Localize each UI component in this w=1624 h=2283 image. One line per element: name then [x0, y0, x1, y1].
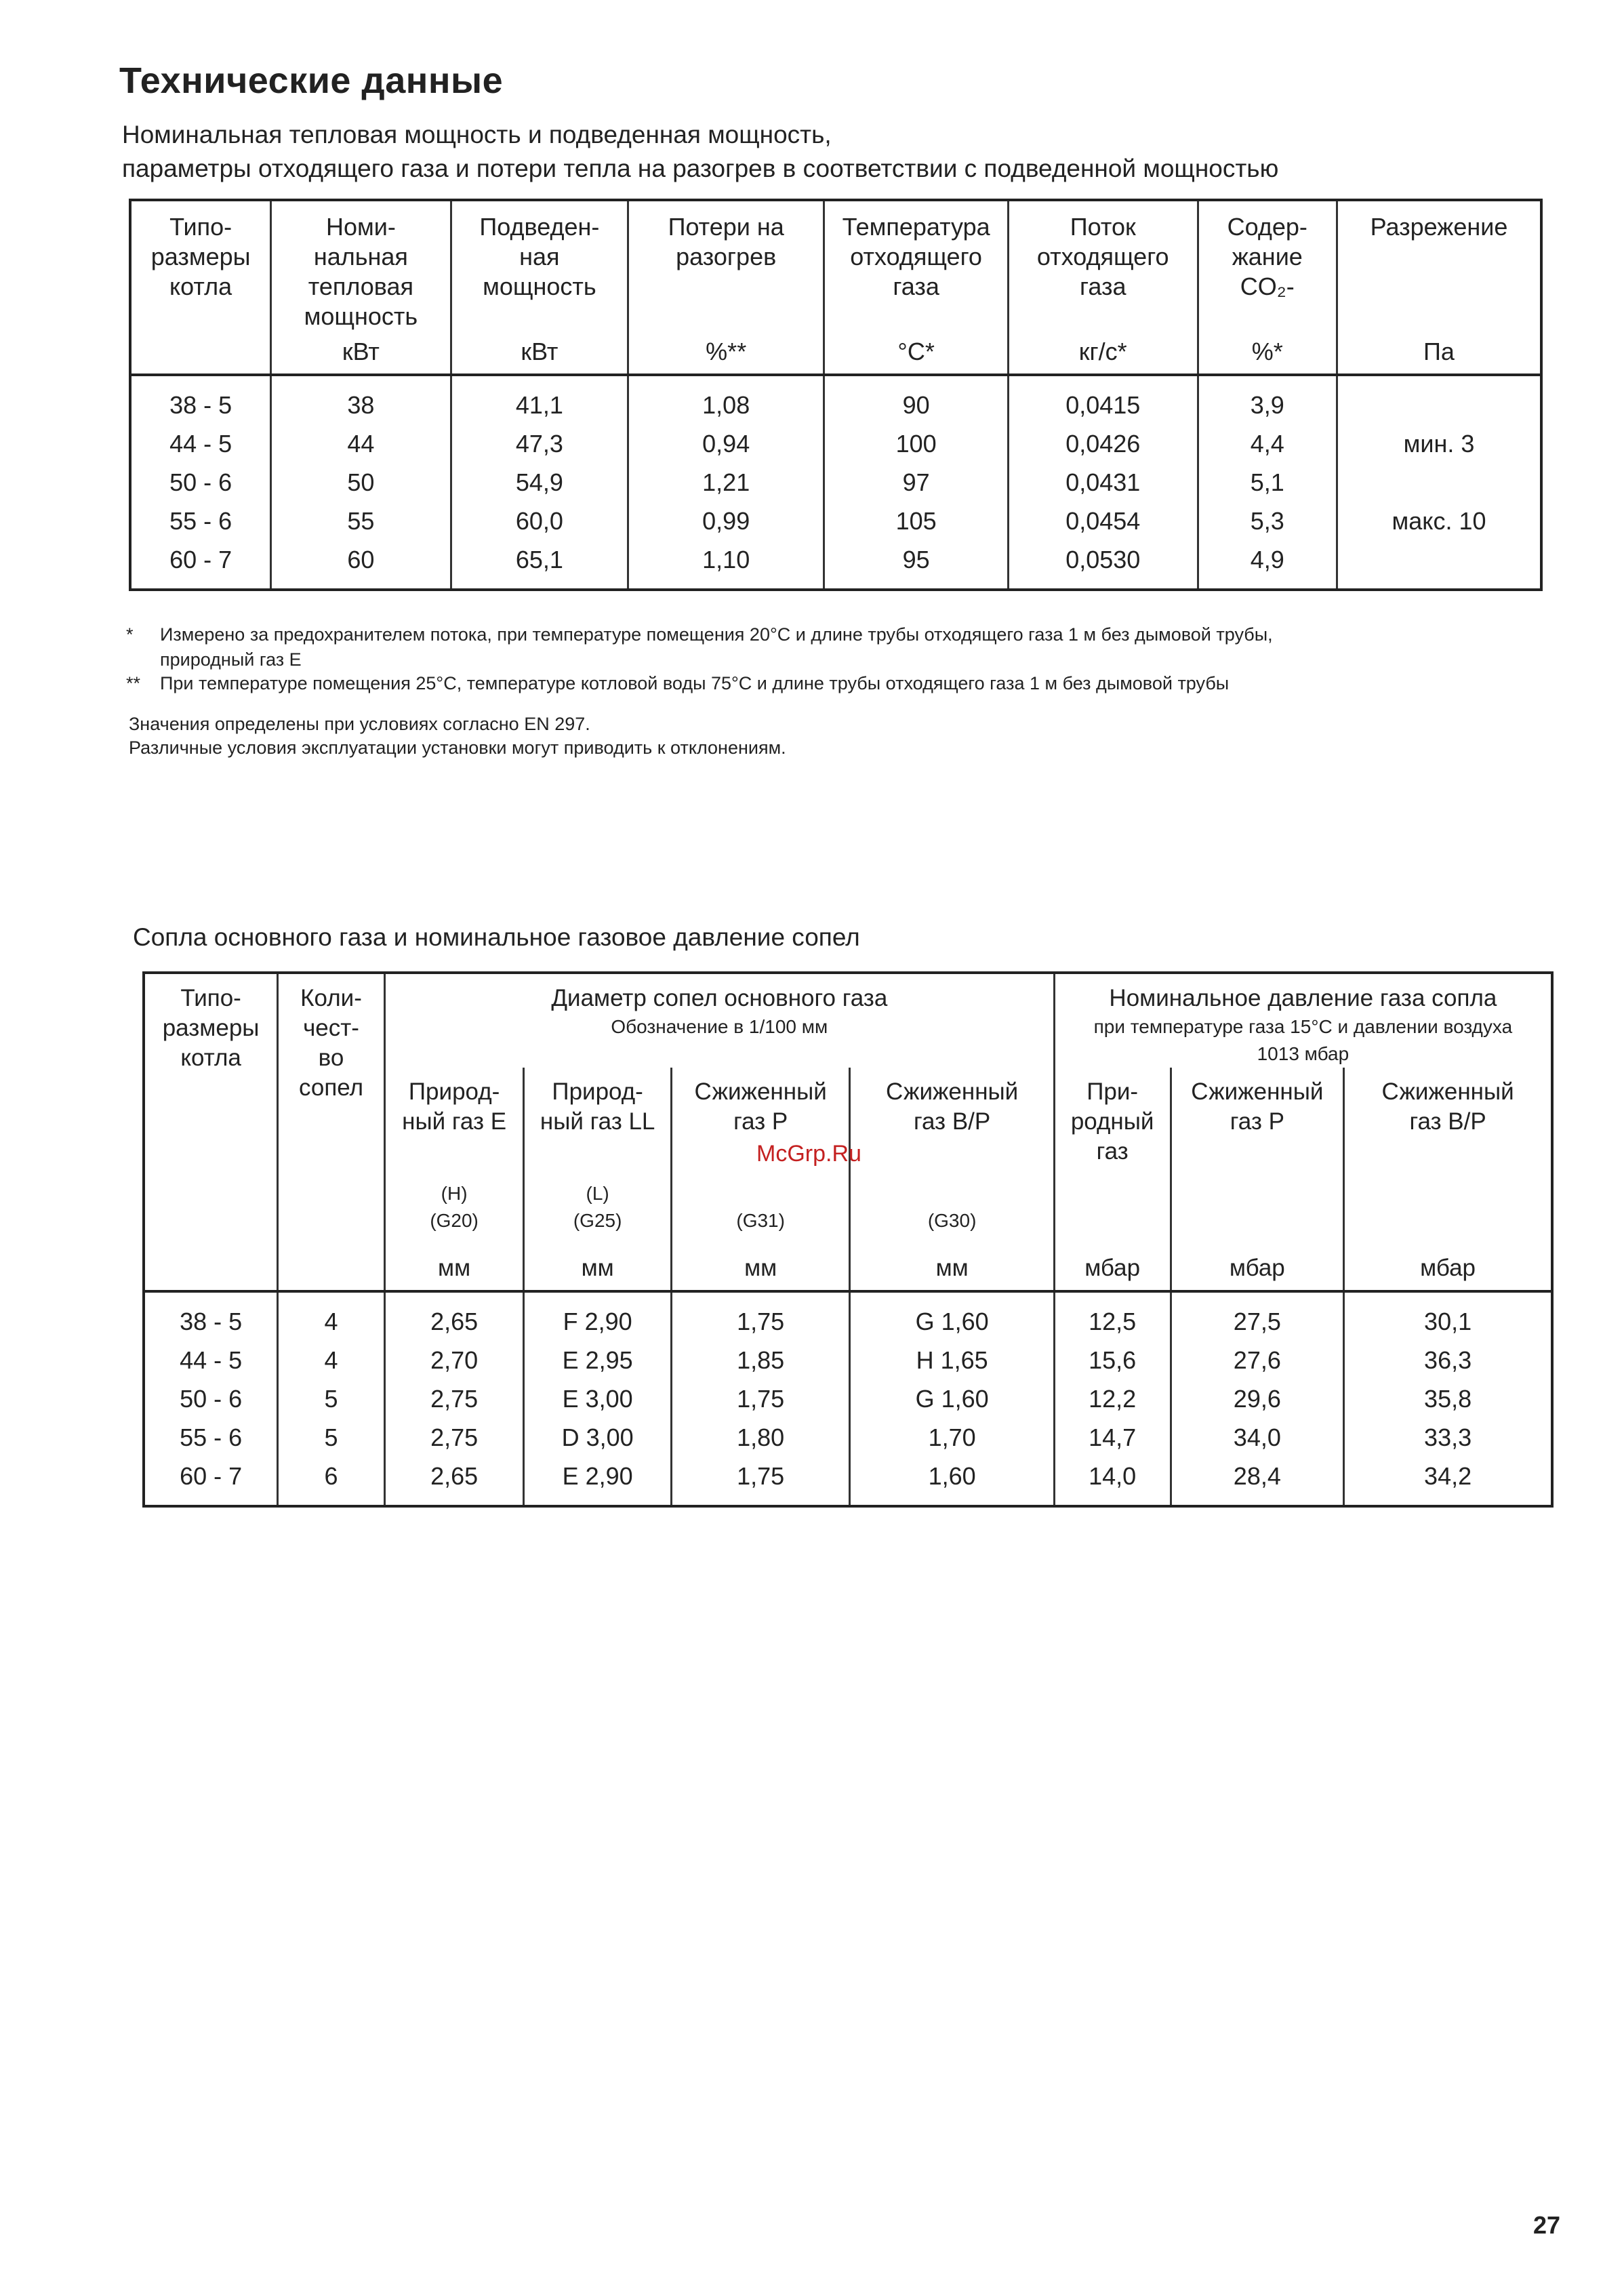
subtitle-line-1: Номинальная тепловая мощность и подведенная мощность, — [122, 121, 832, 148]
nozzle-table — [142, 971, 1554, 1508]
t1-col-flue-flow: 0,0415 0,0426 0,0431 0,0454 0,0530 — [1009, 375, 1198, 590]
t1-header-heat-loss: Потери на разогрев — [628, 200, 824, 337]
t1-unit-type — [130, 337, 271, 375]
t2-sub-pressure-liquid-bp: Сжиженный газ B/P мбар — [1344, 1068, 1552, 1291]
t1-col-nominal-power: 38 44 50 55 60 — [271, 375, 451, 590]
t1-header-flue-temp: Температура отходящего газа — [824, 200, 1009, 337]
t1-header-co2: Содер- жание CO₂- — [1198, 200, 1337, 337]
t2-col-natural-e: 2,65 2,70 2,75 2,75 2,65 — [384, 1291, 524, 1506]
t1-col-co2: 3,9 4,4 5,1 5,3 4,9 — [1198, 375, 1337, 590]
subtitle-line-2: параметры отходящего газа и потери тепла на разогрев в соответствии с подведенной мощностью — [122, 155, 1279, 182]
t1-unit-nominal-power: кВт — [271, 337, 451, 375]
t1-header-flue-flow: Поток отходящего газа — [1009, 200, 1198, 337]
watermark: McGrp.Ru — [756, 1141, 861, 1167]
note-star1-line1: Измерено за предохранителем потока, при температуре помещения 20°C и длине трубы отходящего газа 1 м без дымовой трубы, — [160, 624, 1273, 645]
t2-header-type: Типо- размеры котла — [144, 973, 278, 1291]
note-star2-line: При температуре помещения 25°C, температуре котловой воды 75°C и длине трубы отходящего газа 1 м без дымовой трубы — [160, 673, 1230, 693]
t2-header-diameter-note: Обозначение в 1/100 мм — [611, 1016, 828, 1037]
t1-unit-co2: %* — [1198, 337, 1337, 375]
t2-col-count: 4 4 5 5 6 — [278, 1291, 385, 1506]
t1-unit-heat-loss: %** — [628, 337, 824, 375]
t2-col-liquid-bp: G 1,60 H 1,65 G 1,60 1,70 1,60 — [850, 1291, 1054, 1506]
t2-col-pressure-liquid-p: 27,5 27,6 29,6 34,0 28,4 — [1171, 1291, 1344, 1506]
t1-unit-flue-temp: °C* — [824, 337, 1009, 375]
note-star1-line2: природный газ E — [160, 649, 302, 670]
t1-unit-draft: Па — [1337, 337, 1541, 375]
draft-max: макс. 10 — [1392, 507, 1486, 535]
draft-min: мин. 3 — [1403, 430, 1475, 458]
t2-sub-pressure-natural: При- родный газ мбар — [1054, 1068, 1171, 1291]
note-star1-mark: * — [126, 624, 134, 645]
t2-sub-natural-e: Природ- ный газ E (H) (G20) мм — [384, 1068, 524, 1291]
t2-sub-natural-ll: Природ- ный газ LL (L) (G25) мм — [524, 1068, 671, 1291]
t2-sub-liquid-bp: Сжиженный газ B/P (G30) мм — [850, 1068, 1054, 1291]
t2-sub-liquid-p: Сжиженный газ P (G31) мм — [671, 1068, 850, 1291]
t1-col-heat-loss: 1,08 0,94 1,21 0,99 1,10 — [628, 375, 824, 590]
t2-sub-pressure-liquid-p: Сжиженный газ P мбар — [1171, 1068, 1344, 1291]
table2-title: Сопла основного газа и номинальное газовое давление сопел — [133, 923, 860, 951]
t2-header-count: Коли- чест- во сопел — [278, 973, 385, 1291]
t1-col-flue-temp: 90 100 97 105 95 — [824, 375, 1009, 590]
t2-col-pressure-liquid-bp: 30,1 36,3 35,8 33,3 34,2 — [1344, 1291, 1552, 1506]
t1-unit-flue-flow: кг/с* — [1009, 337, 1198, 375]
t1-header-draft: Разрежение — [1337, 200, 1541, 337]
t1-unit-input-power: кВт — [451, 337, 628, 375]
t2-col-type: 38 - 5 44 - 5 50 - 6 55 - 6 60 - 7 — [180, 1308, 243, 1490]
note-info-2: Различные условия эксплуатации установки могут приводить к отклонениям. — [129, 738, 786, 758]
t1-header-nominal-power: Номи- нальная тепловая мощность — [271, 200, 451, 337]
page-number: 27 — [1533, 2211, 1561, 2239]
page-title: Технические данные — [119, 60, 504, 101]
note-star2-mark: ** — [126, 673, 141, 693]
t2-col-pressure-natural: 12,5 15,6 12,2 14,7 14,0 — [1054, 1291, 1171, 1506]
note-info-1: Значения определены при условиях согласно EN 297. — [129, 714, 590, 734]
t1-col-type: 38 - 5 44 - 5 50 - 6 55 - 6 60 - 7 — [169, 391, 232, 573]
t2-header-pressure: Номинальное давление газа сопла при температуре газа 15°C и давлении воздуха 1013 мбар — [1054, 973, 1552, 1068]
technical-data-table — [129, 199, 1543, 591]
t1-header-type: Типо- размеры котла — [150, 213, 251, 300]
t1-header-input-power: Подведен- ная мощность — [451, 200, 628, 337]
t1-col-draft — [1337, 375, 1541, 590]
t2-col-liquid-p: 1,75 1,85 1,75 1,80 1,75 — [671, 1291, 850, 1506]
t2-header-diameter: Диаметр сопел основного газа Обозначение в 1/100 мм — [384, 973, 1054, 1068]
t1-col-input-power: 41,1 47,3 54,9 60,0 65,1 — [451, 375, 628, 590]
t2-header-pressure-note: при температуре газа 15°C и давлении воздуха 1013 мбар — [1093, 1016, 1513, 1064]
t2-col-natural-ll: F 2,90 E 2,95 E 3,00 D 3,00 E 2,90 — [524, 1291, 671, 1506]
